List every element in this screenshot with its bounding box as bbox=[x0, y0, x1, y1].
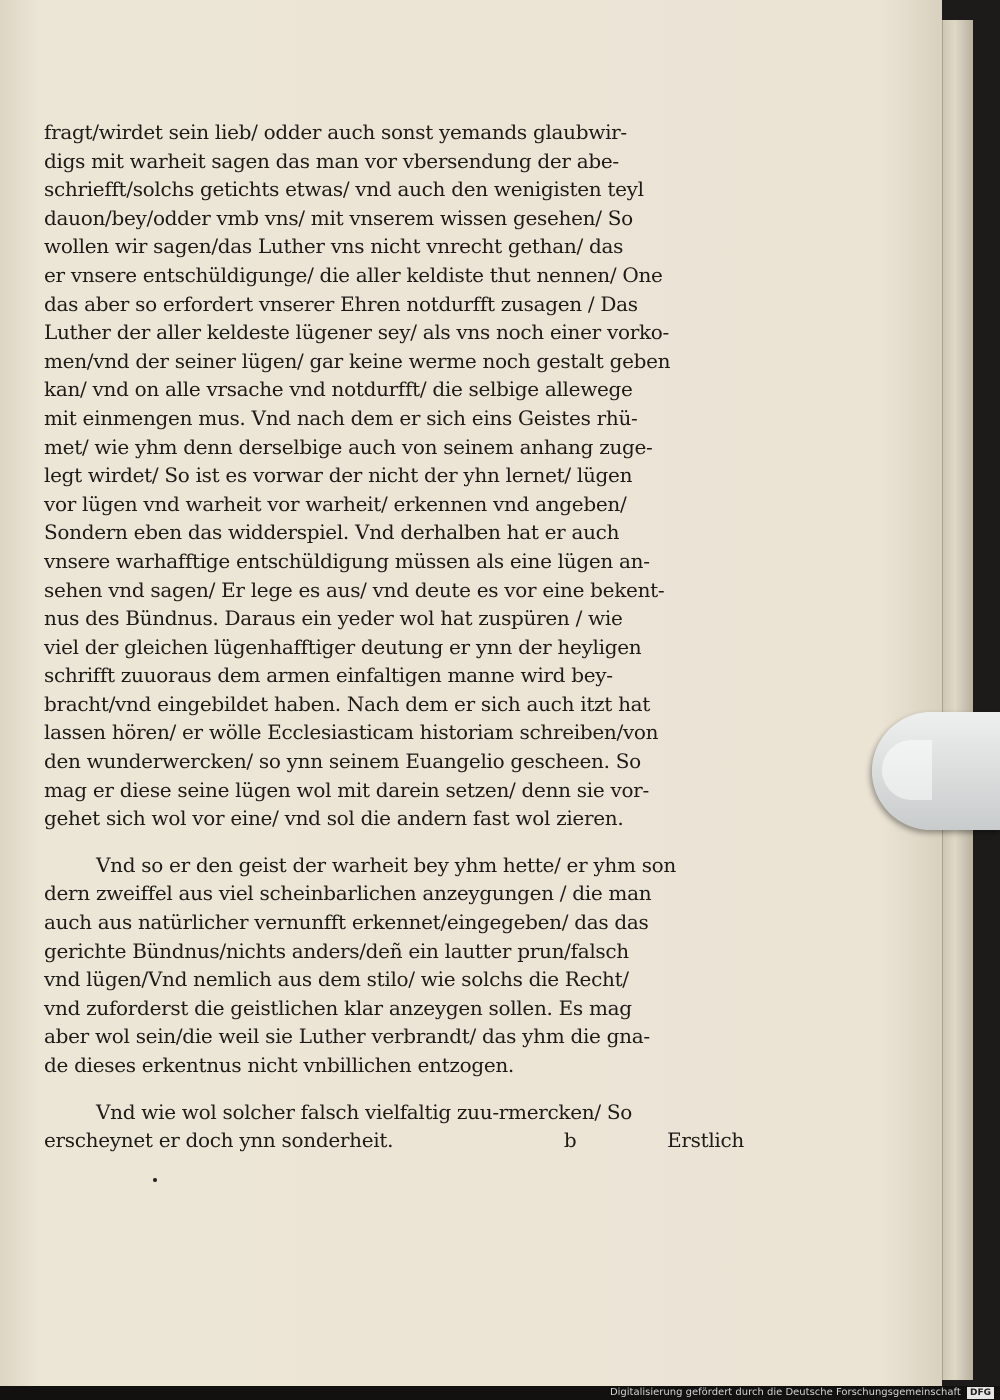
text-line: den wunderwercken/ so ynn seinem Euangelio gescheen. So bbox=[44, 749, 641, 774]
last-line-text: erscheynet er doch ynn sonderheit. bbox=[44, 1128, 394, 1153]
text-line: met/ wie yhm denn derselbige auch von seinem anhang zuge- bbox=[44, 434, 653, 459]
dfg-logo: DFG bbox=[967, 1387, 994, 1399]
text-line: nus des Bündnus. Daraus ein yeder wol hat zuspüren / wie bbox=[44, 606, 623, 631]
signature-mark: b bbox=[563, 1128, 577, 1153]
text-line: wollen wir sagen/das Luther vns nicht vnrecht gethan/ das bbox=[44, 234, 624, 259]
text-line: de dieses erkentnus nicht vnbillichen entzogen. bbox=[44, 1053, 514, 1077]
footer-credit: Digitalisierung gefördert durch die Deutsche Forschungsgemeinschaft bbox=[609, 1387, 961, 1398]
text-line: aber wol sein/die weil sie Luther verbrandt/ das yhm die gna- bbox=[44, 1024, 650, 1049]
footer-credit-bar bbox=[0, 1386, 1000, 1400]
paragraph-2 bbox=[44, 851, 744, 1080]
ink-speck bbox=[153, 1178, 157, 1182]
text-line: das aber so erfordert vnserer Ehren notdurfft zusagen / Das bbox=[44, 291, 638, 316]
text-line: Vnd so er den geist der warheit bey yhm hette/ er yhm son bbox=[96, 852, 677, 877]
text-line: legt wirdet/ So ist es vorwar der nicht der yhn lernet/ lügen bbox=[44, 463, 633, 488]
text-line: schriefft/solchs getichts etwas/ vnd auch den wenigisten teyl bbox=[44, 177, 644, 202]
text-line: sehen vnd sagen/ Er lege es aus/ vnd deute es vor eine bekent- bbox=[44, 577, 665, 602]
text-line: vnd zuforderst die geistlichen klar anzeygen sollen. Es mag bbox=[44, 995, 632, 1020]
text-line: digs mit warheit sagen das man vor vbersendung der abe- bbox=[44, 148, 619, 173]
text-line: Sondern eben das widderspiel. Vnd derhalben hat er auch bbox=[44, 520, 620, 545]
text-line: vnd lügen/Vnd nemlich aus dem stilo/ wie solchs die Recht/ bbox=[44, 967, 629, 992]
text-line: men/vnd der seiner lügen/ gar keine werme noch gestalt geben bbox=[44, 348, 671, 373]
page-clip-tab bbox=[872, 712, 1000, 830]
text-line: Luther der aller keldeste lügener sey/ als vns noch einer vorko- bbox=[44, 320, 669, 345]
text-line: mag er diese seine lügen wol mit darein setzen/ denn sie vor- bbox=[44, 777, 649, 802]
text-line: gerichte Bündnus/nichts anders/deñ ein lautter prun/falsch bbox=[44, 938, 629, 963]
text-line: kan/ vnd on alle vrsache vnd notdurfft/ die selbige allewege bbox=[44, 377, 633, 402]
text-line: er vnsere entschüldigunge/ die aller keldiste thut nennen/ One bbox=[44, 262, 663, 287]
text-line: Vnd wie wol solcher falsch vielfaltig zuu-rmercken/ So bbox=[96, 1099, 632, 1124]
text-line: lassen hören/ er wölle Ecclesiasticam historiam schreiben/von bbox=[44, 720, 659, 745]
text-line: gehet sich wol vor eine/ vnd sol die andern fast wol zieren. bbox=[44, 806, 624, 831]
text-line: vor lügen vnd warheit vor warheit/ erkennen vnd angeben/ bbox=[44, 491, 627, 516]
text-line: mit einmengen mus. Vnd nach dem er sich eins Geistes rhü- bbox=[44, 405, 638, 430]
text-line: bracht/vnd eingebildet haben. Nach dem er sich auch itzt hat bbox=[44, 691, 651, 716]
page-text bbox=[44, 118, 744, 1155]
paragraph-1 bbox=[44, 118, 744, 833]
last-line bbox=[44, 1126, 744, 1155]
catchword: Erstlich bbox=[667, 1128, 744, 1153]
text-line: dauon/bey/odder vmb vns/ mit vnserem wissen gesehen/ So bbox=[44, 205, 633, 230]
text-line: vnsere warhafftige entschüldigung müssen als eine lügen an- bbox=[44, 548, 650, 573]
text-line: schrifft zuuoraus dem armen einfaltigen manne wird bey- bbox=[44, 663, 613, 688]
text-line: auch aus natürlicher vernunfft erkennet/eingegeben/ das das bbox=[44, 910, 649, 935]
paragraph-3 bbox=[44, 1098, 744, 1155]
page-edge bbox=[942, 20, 973, 1380]
text-line: dern zweiffel aus viel scheinbarlichen anzeygungen / die man bbox=[44, 881, 652, 906]
text-line: fragt/wirdet sein lieb/ odder auch sonst yemands glaubwir- bbox=[44, 120, 627, 144]
text-line: viel der gleichen lügenhafftiger deutung er ynn der heyligen bbox=[44, 634, 642, 659]
